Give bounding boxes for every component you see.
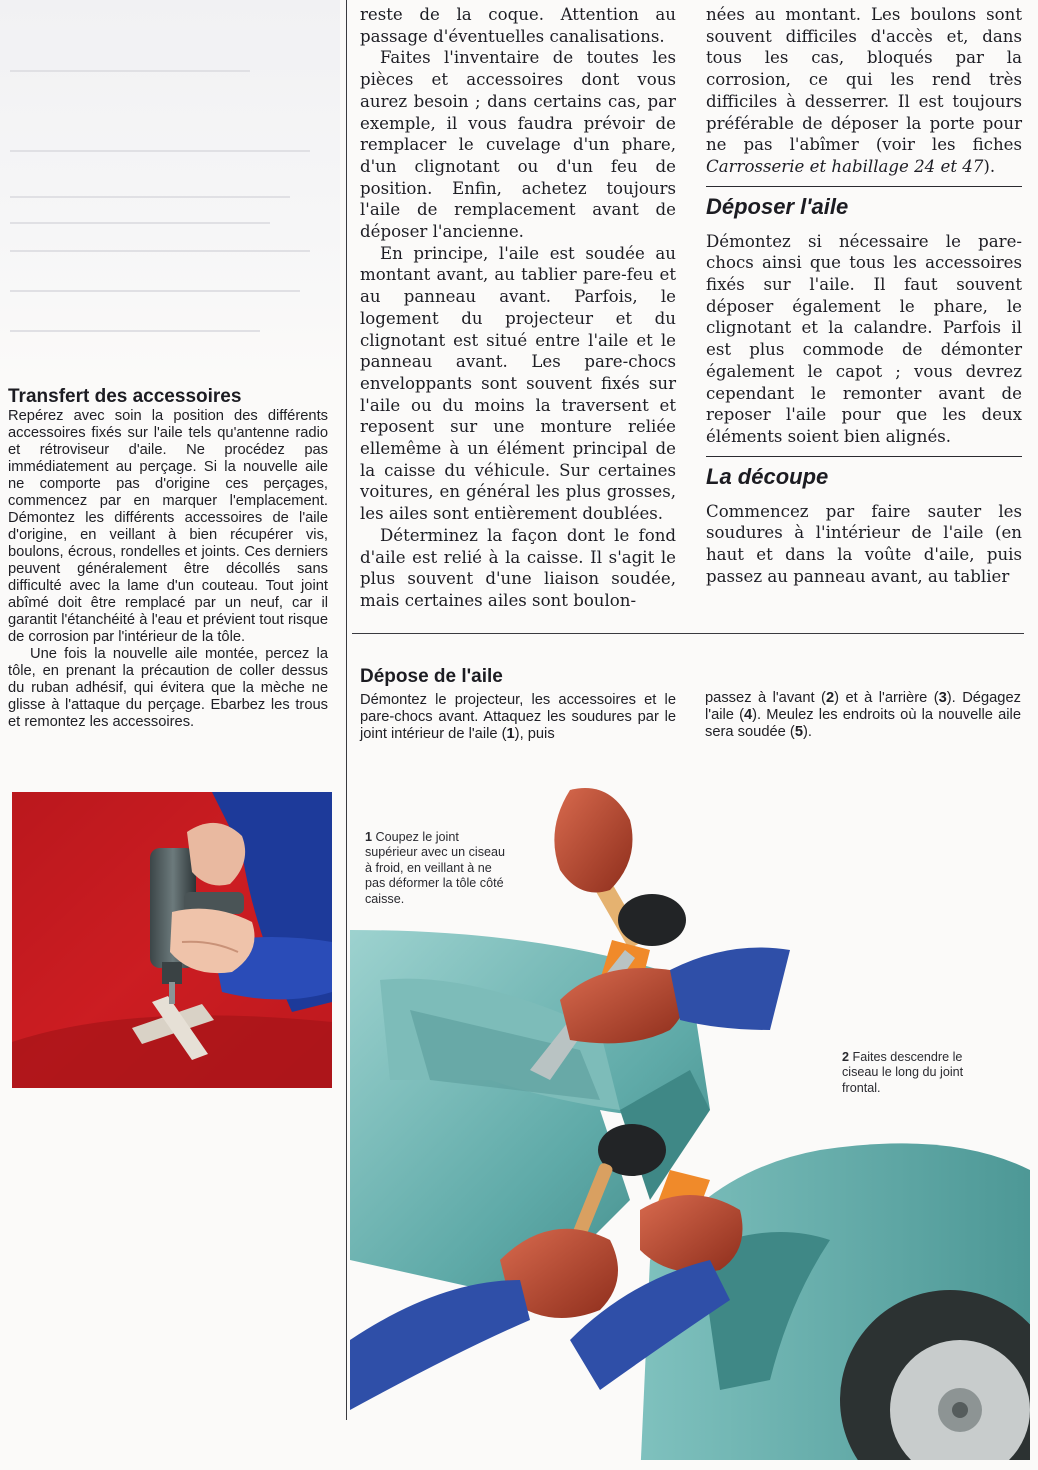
- paragraph: Faites l'inventaire de toutes les pièces et accessoires dont vous aurez besoin ; dans certains cas, par exemple, il vous faudra prévoir de remplacer le cuvelage d'un phare, d'un clignotant ou d'un feu de position. Enfin, achetez toujours l'aile de remplacement avant de déposer l'ancienne.: [360, 48, 676, 242]
- body-column-3: [706, 4, 1022, 587]
- heading-rule: [706, 186, 1022, 187]
- paragraph: nées au montant. Les boulons sont souvent difficiles d'accès et, dans tous les cas, bloqués par la corrosion, ce qui les rend très difficiles à desserrer. Il est toujours préférable de déposer la porte pour ne pas l'abîmer (voir les fiches Carrosserie et habillage 24 et 47).: [706, 5, 1022, 176]
- paragraph: Déterminez la façon dont le fond d'aile est relié à la caisse. Il s'agit le plus souvent d'une liaison soudée, mais certaines ailes sont boulon-: [360, 525, 676, 610]
- body-column-2: [360, 4, 676, 612]
- drilling-photo-illustration: [12, 792, 332, 1088]
- faded-show-through: [0, 0, 340, 380]
- drilling-photo: [12, 792, 332, 1088]
- caption-step-2: [842, 1050, 982, 1096]
- paragraph: Démontez si nécessaire le pare-chocs ainsi que tous les accessoires fixés sur l'aile. Il faut souvent déposer également le phare, le clignotant et la calandre. Parfois il est plus commode de démonter également le capot ; vous devrez cependant le remonter avant de reposer l'aile pour que les deux éléments soient bien alignés.: [706, 231, 1022, 446]
- paragraph: En principe, l'aile est soudée au montant avant, au tablier pare-feu et au panneau avant. Parfois, le logement du projecteur et du clignotant est situé entre l'aile et le panneau avant. Les pare-chocs enveloppants sont souvent fixés sur l'aile ou du moins la traversent et reposent sur une monture reliée ellemême à un élément principal de la caisse du véhicule. Sur certaines voitures, en général les plus grosses, les ailes sont entièrement doublées.: [360, 243, 676, 524]
- section-divider-horizontal: [352, 633, 1024, 634]
- paragraph: Une fois la nouvelle aile montée, percez la tôle, en prenant la précaution de coller dessus du ruban adhésif, qui évitera que la mèche ne glisse à l'attaque du perçage. Ebarbez les trous et remontez les accessoires.: [8, 646, 328, 730]
- paragraph: Repérez avec soin la position des différents accessoires fixés sur l'aile tels qu'antenne radio et rétroviseur d'aile. Ne procédez pas immédiatement au perçage. Si la nouvelle aile ne comporte pas d'origine ces perçages, commencez par en marquer l'emplacement. Démontez les différents accessoires de l'aile d'origine, en veillant à bien récupérer vis, boulons, écrous, rondelles et joints. Ces derniers peuvent généralement être décollés sans difficulté avec la lame d'un couteau. Tout joint abîmé doit être remplacé par un neuf, car il garantit l'étanchéité à l'eau et prévient tout risque de corrosion par l'intérieur de la tôle.: [8, 408, 328, 645]
- caption-text: Faites descendre le ciseau le long du joint frontal.: [842, 1050, 964, 1095]
- column-divider-vertical: [346, 0, 347, 1420]
- heading-rule: [706, 456, 1022, 457]
- caption-text: Coupez le joint supérieur avec un ciseau à froid, en veillant à ne pas déformer la tôle côté caisse.: [365, 830, 506, 906]
- depose-text-left: Démontez le projecteur, les accessoires et le pare-chocs avant. Attaquez les soudures par le joint intérieur de l'aile (1), puis: [360, 692, 676, 742]
- caption-step-1: [365, 830, 507, 907]
- section-heading-decoupe: La découpe: [706, 463, 829, 489]
- reference-text: Carrosserie et habillage 24 et 47: [706, 156, 984, 176]
- paragraph: Commencez par faire sauter les soudures à l'intérieur de l'aile (en haut et dans la voûte d'aile, puis passez au panneau avant, au tablier: [706, 501, 1022, 586]
- caption-number: 2: [842, 1050, 850, 1064]
- caption-number: 1: [365, 830, 373, 844]
- section-heading-deposer: Déposer l'aile: [706, 193, 849, 219]
- section-heading-depose: Dépose de l'aile: [360, 666, 503, 687]
- paragraph: reste de la coque. Attention au passage d'éventuelles canalisations.: [360, 5, 676, 46]
- sidebar-column: [8, 386, 328, 731]
- section-heading-transfert: Transfert des accessoires: [8, 386, 242, 407]
- depose-text-right: passez à l'avant (2) et à l'arrière (3). Dégagez l'aile (4). Meulez les endroits où la nouvelle aile sera soudée (5).: [705, 690, 1021, 740]
